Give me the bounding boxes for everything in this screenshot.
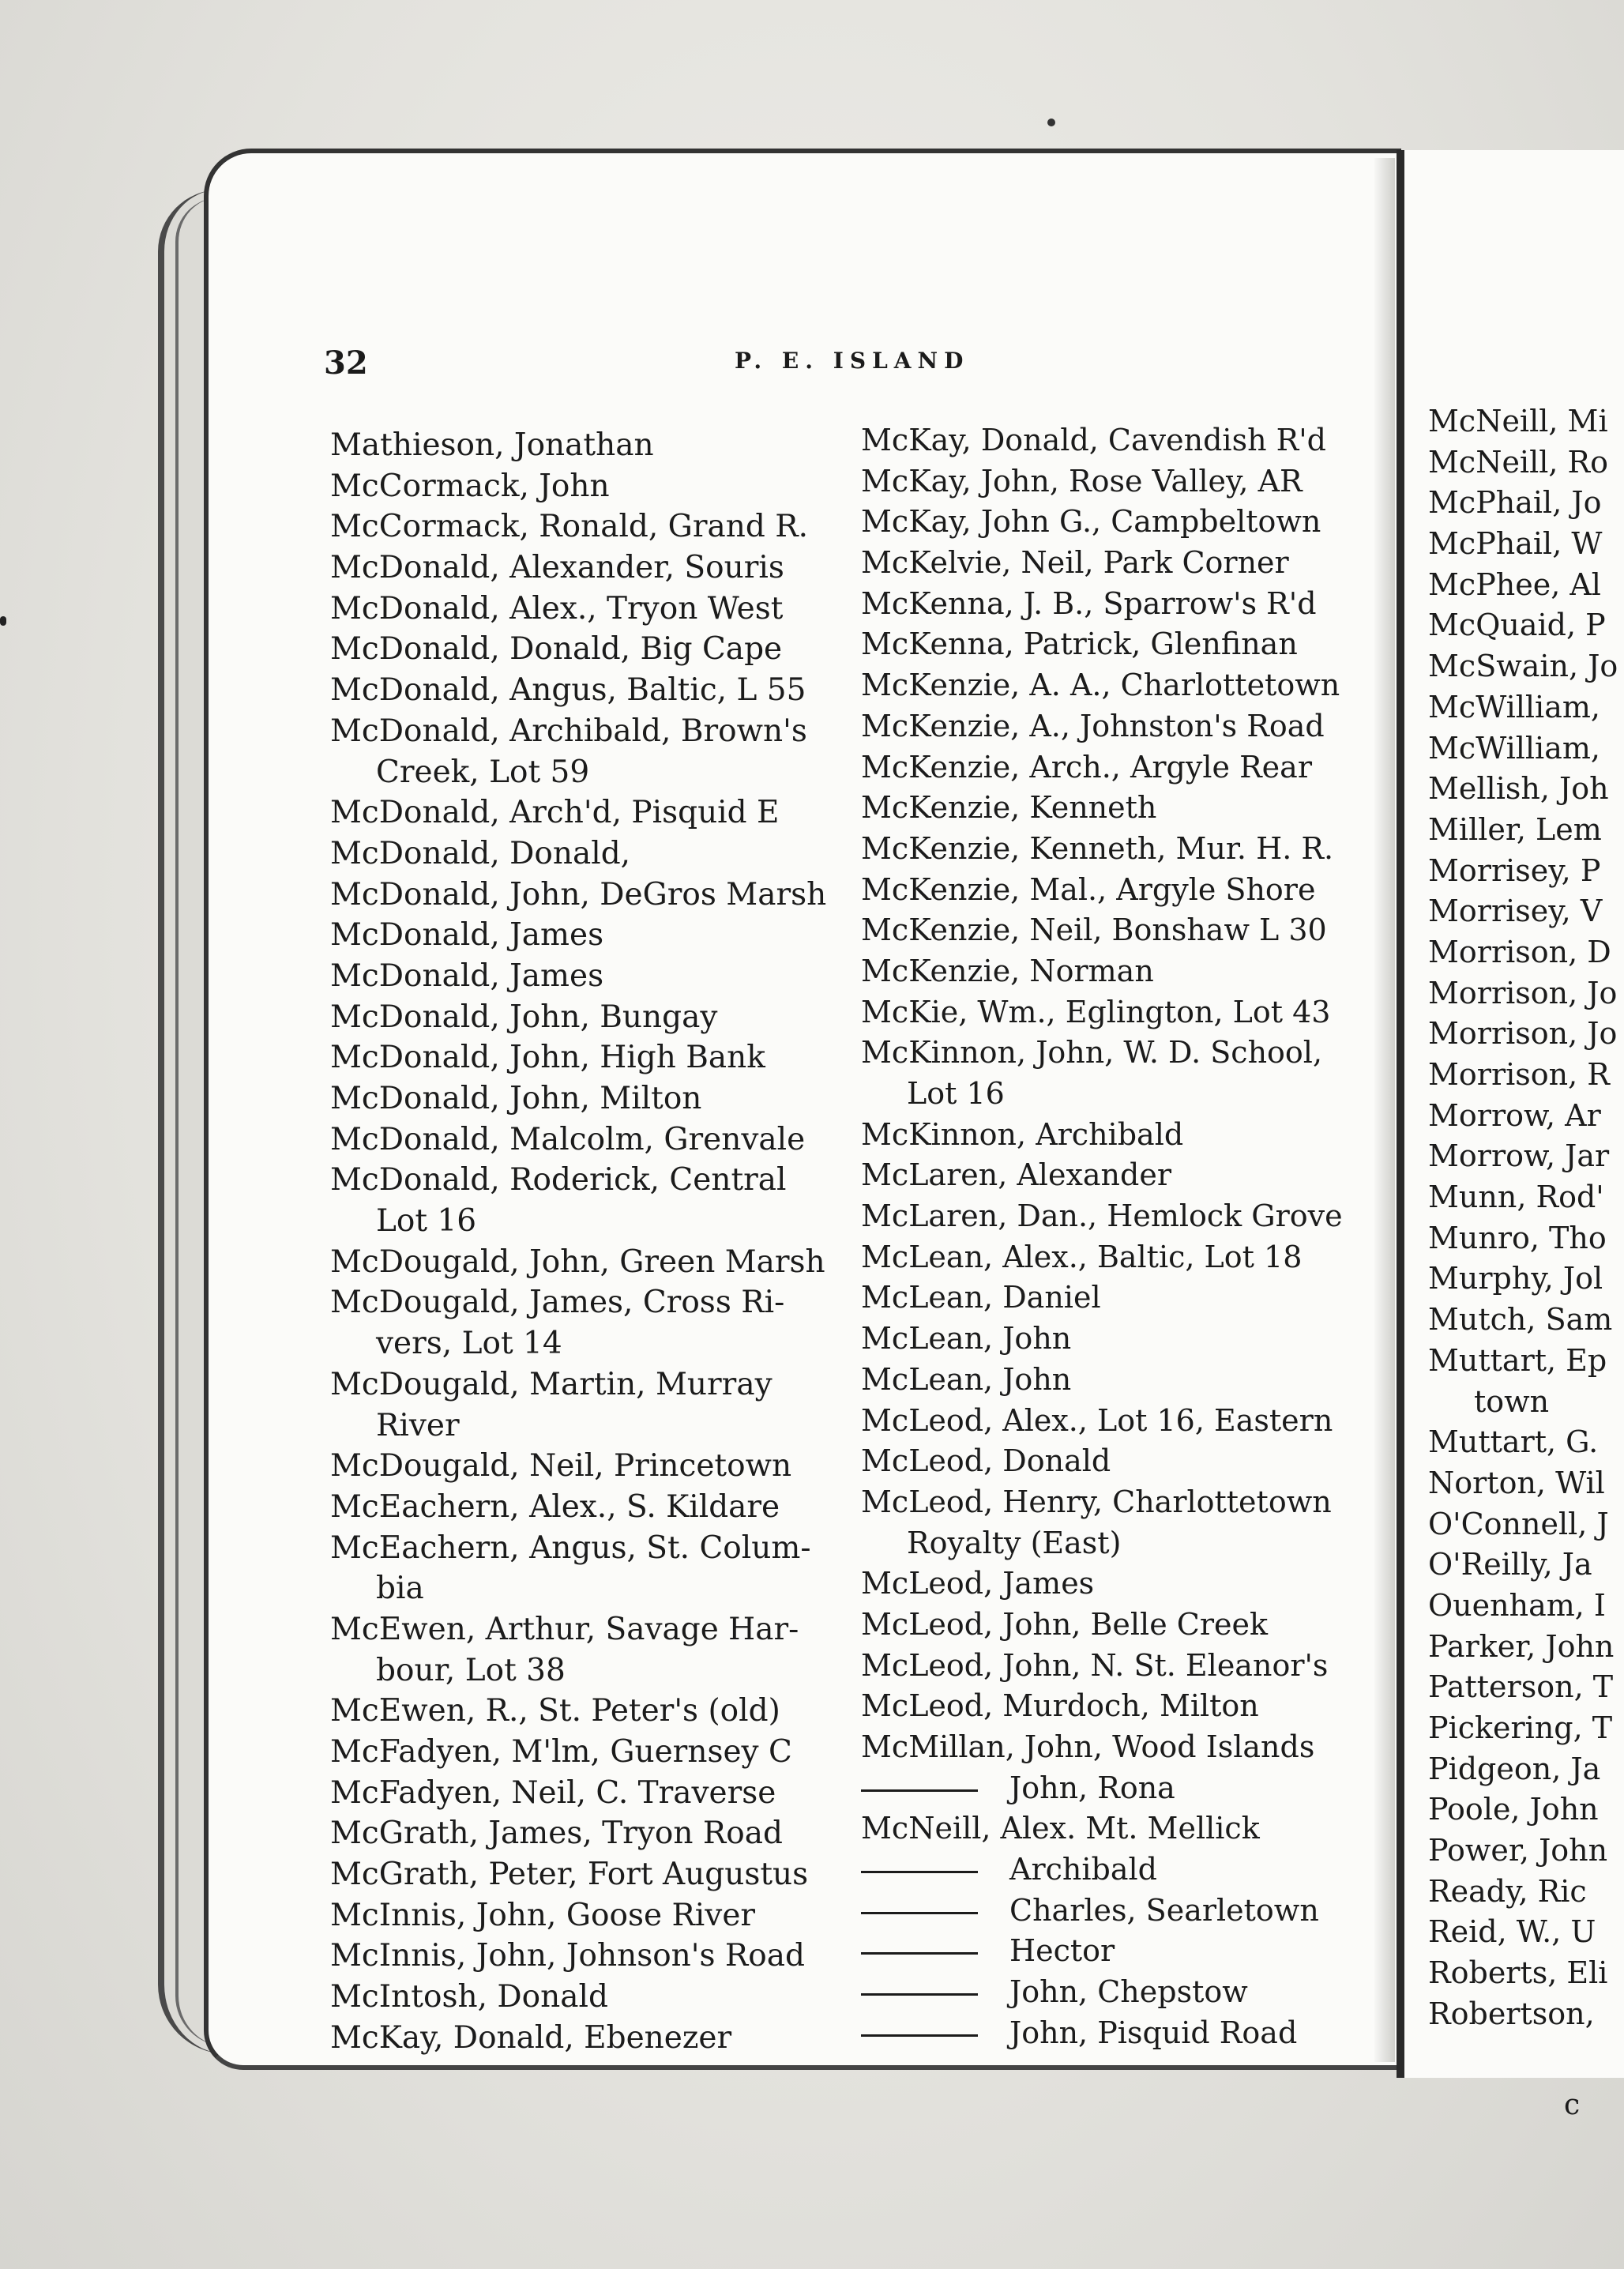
entry-text: McKenzie, Kenneth xyxy=(861,790,1157,826)
entry-text: McKay, Donald, Cavendish R'd xyxy=(861,423,1326,457)
directory-entry xyxy=(861,2013,1343,2054)
directory-entry xyxy=(861,1646,1343,1687)
book-gutter xyxy=(1374,158,1395,2062)
directory-entry xyxy=(861,624,1343,665)
entry-text: Pickering, T xyxy=(1428,1710,1613,1745)
page-header xyxy=(324,344,1398,392)
entry-text: McCormack, Ronald, Grand R. xyxy=(330,509,808,545)
directory-entry xyxy=(330,1895,826,1936)
entry-text: McKinnon, Archibald xyxy=(861,1116,1184,1152)
entry-text: Pidgeon, Ja xyxy=(1428,1751,1601,1786)
entry-text: McLeod, Donald xyxy=(861,1443,1111,1479)
directory-entry xyxy=(861,1931,1343,1972)
ditto-dash xyxy=(861,1952,978,1955)
entry-text: McNeill, Mi xyxy=(1428,404,1608,438)
entry-text: McQuaid, P xyxy=(1428,608,1606,643)
directory-entry xyxy=(1428,1994,1624,2035)
entry-text: McLean, John xyxy=(861,1361,1072,1397)
entry-text: Miller, Lem xyxy=(1428,811,1602,847)
directory-entry xyxy=(1428,1014,1624,1055)
entry-text: Munro, Tho xyxy=(1428,1220,1607,1255)
entry-text: Norton, Wil xyxy=(1428,1465,1605,1500)
entry-text: McEwen, R., St. Peter's (old) xyxy=(330,1693,780,1729)
ditto-dash xyxy=(861,1871,978,1873)
directory-entry xyxy=(861,1074,1343,1115)
page-number: 32 xyxy=(324,344,368,382)
directory-entry xyxy=(330,629,826,670)
directory-entry xyxy=(1428,687,1624,728)
entry-text: McDonald, Roderick, Central xyxy=(330,1162,787,1198)
entry-text: Parker, John xyxy=(1428,1628,1615,1664)
entry-text: McLeod, James xyxy=(861,1566,1095,1601)
directory-entry xyxy=(330,1201,826,1242)
entry-text: Ready, Ric xyxy=(1428,1873,1587,1909)
entry-text: McDougald, Martin, Murray xyxy=(330,1366,773,1402)
entry-text: McLean, Daniel xyxy=(861,1280,1101,1315)
entry-text: Power, John xyxy=(1428,1833,1608,1868)
speck xyxy=(1047,119,1055,126)
directory-entry xyxy=(861,870,1343,911)
entry-text: Morrow, Jar xyxy=(1428,1138,1610,1174)
ditto-dash xyxy=(861,1912,978,1914)
directory-entry xyxy=(1428,810,1624,851)
entry-text: River xyxy=(376,1407,460,1443)
directory-entry xyxy=(861,420,1343,461)
entry-text: McDonald, Arch'd, Pisquid E xyxy=(330,795,780,831)
ditto-dash xyxy=(861,1789,978,1792)
directory-entry xyxy=(1428,1259,1624,1300)
entry-text: Mutch, Sam xyxy=(1428,1302,1613,1338)
directory-entry xyxy=(861,1605,1343,1646)
directory-entry xyxy=(1428,1300,1624,1341)
directory-entry xyxy=(330,1650,826,1691)
directory-entry xyxy=(330,466,826,507)
entry-text: McPhee, Al xyxy=(1428,566,1601,602)
directory-entry xyxy=(1428,1586,1624,1627)
entry-text: McDonald, Alex., Tryon West xyxy=(330,590,784,627)
directory-entry xyxy=(330,1568,826,1609)
directory-entry xyxy=(1428,1422,1624,1463)
entry-text: Munn, Rod' xyxy=(1428,1180,1604,1215)
entry-text: McLeod, John, N. St. Eleanor's xyxy=(861,1647,1329,1683)
directory-entry xyxy=(861,1319,1343,1360)
directory-entry xyxy=(330,506,826,547)
entry-text: McKenna, J. B., Sparrow's R'd xyxy=(861,585,1317,621)
entry-text: Morrow, Ar xyxy=(1428,1097,1601,1133)
entry-text: Morrisey, P xyxy=(1428,852,1601,888)
directory-entry xyxy=(861,1277,1343,1319)
directory-entry xyxy=(330,711,826,752)
directory-entry xyxy=(330,1528,826,1569)
directory-entry xyxy=(330,1119,826,1161)
entry-text: Lot 16 xyxy=(376,1203,477,1240)
directory-entry xyxy=(330,1037,826,1078)
entry-text: McLean, Alex., Baltic, Lot 18 xyxy=(861,1239,1303,1274)
directory-entry xyxy=(330,1854,826,1895)
directory-entry xyxy=(1428,1708,1624,1749)
directory-entry xyxy=(1428,605,1624,646)
entry-text: McWilliam, xyxy=(1428,730,1600,766)
entry-text: McDonald, Alexander, Souris xyxy=(330,550,784,586)
entry-text: McKenzie, Neil, Bonshaw L 30 xyxy=(861,912,1327,948)
directory-entry xyxy=(861,1808,1343,1849)
directory-entry xyxy=(1428,891,1624,932)
directory-entry xyxy=(1428,1912,1624,1953)
directory-entry xyxy=(330,1282,826,1323)
directory-entry xyxy=(1428,565,1624,606)
directory-entry xyxy=(861,992,1343,1033)
directory-entry xyxy=(330,1446,826,1487)
directory-entry xyxy=(861,584,1343,625)
entry-text: bia xyxy=(376,1571,424,1607)
directory-entry xyxy=(1428,1382,1624,1423)
directory-entry xyxy=(861,1033,1343,1074)
entry-text: John, Pisquid Road xyxy=(1009,2015,1298,2050)
entry-text: McInnis, John, Goose River xyxy=(330,1897,756,1933)
directory-entry xyxy=(1428,483,1624,524)
directory-entry xyxy=(1428,1627,1624,1668)
entry-text: McEwen, Arthur, Savage Har- xyxy=(330,1611,799,1647)
directory-entry xyxy=(1428,1789,1624,1831)
directory-entry xyxy=(1428,1872,1624,1913)
directory-entry xyxy=(1428,1218,1624,1259)
directory-entry xyxy=(1428,401,1624,442)
entry-text: McLeod, Henry, Charlottetown xyxy=(861,1484,1332,1519)
entry-text: Poole, John xyxy=(1428,1792,1599,1827)
entry-text: McDonald, Malcolm, Grenvale xyxy=(330,1121,806,1157)
directory-entry xyxy=(330,1732,826,1773)
entry-text: McLaren, Alexander xyxy=(861,1157,1171,1193)
directory-entry xyxy=(1428,1177,1624,1218)
entry-text: Lot 16 xyxy=(907,1076,1005,1111)
entry-text: McEachern, Alex., S. Kildare xyxy=(330,1488,780,1525)
entry-text: Creek, Lot 59 xyxy=(376,754,590,790)
entry-text: McPhail, Jo xyxy=(1428,485,1602,521)
entry-text: McDonald, John, DeGros Marsh xyxy=(330,876,827,912)
entry-text: McKay, Donald, Ebenezer xyxy=(330,2019,732,2056)
directory-entry xyxy=(861,1155,1343,1196)
entry-text: McDonald, Donald, Big Cape xyxy=(330,631,783,668)
directory-entry xyxy=(861,1115,1343,1156)
entry-text: McMillan, John, Wood Islands xyxy=(861,1729,1315,1764)
directory-entry xyxy=(330,915,826,956)
directory-entry xyxy=(330,2018,826,2059)
entry-text: McKenzie, Norman xyxy=(861,953,1154,988)
entry-text: McDougald, James, Cross Ri- xyxy=(330,1285,785,1321)
entry-text: McKie, Wm., Eglington, Lot 43 xyxy=(861,994,1331,1029)
directory-entry xyxy=(861,1237,1343,1278)
entry-text: McDonald, John, High Bank xyxy=(330,1040,765,1076)
entry-text: O'Connell, J xyxy=(1428,1506,1609,1541)
entry-text: McEachern, Angus, St. Colum- xyxy=(330,1530,811,1566)
directory-entry xyxy=(1428,442,1624,484)
entry-text: McDougald, Neil, Princetown xyxy=(330,1448,792,1484)
entry-text: O'Reilly, Ja xyxy=(1428,1547,1592,1582)
directory-entry xyxy=(861,502,1343,543)
directory-column-1 xyxy=(330,425,826,2059)
running-title: P. E. ISLAND xyxy=(735,348,970,374)
directory-column-3 xyxy=(1428,401,1624,2035)
entry-text: Morrison, Jo xyxy=(1428,1016,1618,1052)
directory-entry xyxy=(1428,646,1624,687)
directory-entry xyxy=(1428,1545,1624,1586)
entry-text: McPhail, W xyxy=(1428,526,1603,562)
entry-text: Royalty (East) xyxy=(907,1525,1122,1560)
directory-entry xyxy=(330,1364,826,1405)
ditto-dash xyxy=(861,1993,978,1996)
directory-entry xyxy=(861,706,1343,747)
entry-text: McCormack, John xyxy=(330,468,610,504)
directory-entry xyxy=(861,1972,1343,2013)
directory-entry xyxy=(861,1401,1343,1442)
entry-text: Muttart, Ep xyxy=(1428,1342,1607,1378)
entry-text: Reid, W., U xyxy=(1428,1914,1596,1950)
directory-entry xyxy=(330,1609,826,1650)
directory-entry xyxy=(330,875,826,916)
directory-entry xyxy=(1428,1096,1624,1137)
directory-entry xyxy=(861,1768,1343,1809)
entry-text: McLeod, Murdoch, Milton xyxy=(861,1688,1259,1724)
directory-entry xyxy=(1428,1749,1624,1790)
directory-entry xyxy=(1428,1055,1624,1096)
entry-text: Ouenham, I xyxy=(1428,1587,1606,1623)
signature-mark: c xyxy=(1564,2089,1581,2121)
entry-text: bour, Lot 38 xyxy=(376,1652,566,1688)
directory-entry xyxy=(861,788,1343,829)
directory-entry xyxy=(861,1360,1343,1401)
entry-text: Hector xyxy=(1009,1933,1115,1969)
directory-entry xyxy=(330,670,826,711)
directory-entry xyxy=(861,1891,1343,1932)
speck-left xyxy=(0,616,6,626)
directory-entry xyxy=(330,956,826,997)
entry-text: McFadyen, M'lm, Guernsey C xyxy=(330,1734,792,1770)
directory-entry xyxy=(330,1160,826,1201)
directory-entry xyxy=(330,1242,826,1283)
directory-entry xyxy=(1428,851,1624,892)
directory-entry xyxy=(330,547,826,589)
directory-entry xyxy=(861,665,1343,706)
entry-text: McKenzie, Kenneth, Mur. H. R. xyxy=(861,830,1334,866)
entry-text: Archibald xyxy=(1009,1852,1157,1887)
directory-entry xyxy=(861,461,1343,502)
entry-text: Muttart, G. xyxy=(1428,1424,1599,1460)
directory-entry xyxy=(1428,1463,1624,1504)
entry-text: McLaren, Dan., Hemlock Grove xyxy=(861,1198,1343,1234)
entry-text: McKay, John, Rose Valley, AR xyxy=(861,463,1303,499)
entry-text: McDonald, John, Bungay xyxy=(330,999,718,1035)
entry-text: McLeod, John, Belle Creek xyxy=(861,1606,1269,1642)
entry-text: Mellish, Joh xyxy=(1428,771,1609,807)
directory-entry xyxy=(1428,1831,1624,1872)
entry-text: McKay, John G., Campbeltown xyxy=(861,504,1321,540)
entry-text: McNeill, Alex. Mt. Mellick xyxy=(861,1811,1260,1846)
directory-entry xyxy=(330,589,826,630)
directory-entry xyxy=(1428,524,1624,565)
entry-text: McWilliam, xyxy=(1428,689,1600,724)
directory-entry xyxy=(1428,1953,1624,1994)
entry-text: Charles, Searletown xyxy=(1009,1892,1319,1928)
directory-entry xyxy=(861,1686,1343,1727)
directory-entry xyxy=(1428,1504,1624,1545)
entry-text: McIntosh, Donald xyxy=(330,1979,608,2015)
entry-text: Morrison, Jo xyxy=(1428,975,1618,1010)
directory-entry xyxy=(861,1441,1343,1482)
directory-entry xyxy=(1428,973,1624,1014)
directory-entry xyxy=(1428,769,1624,810)
directory-entry xyxy=(330,1487,826,1528)
entry-text: McSwain, Jo xyxy=(1428,649,1618,684)
directory-entry xyxy=(861,543,1343,584)
directory-entry xyxy=(330,1773,826,1814)
entry-text: McLean, John xyxy=(861,1321,1072,1357)
entry-text: McGrath, James, Tryon Road xyxy=(330,1816,783,1852)
entry-text: McKenzie, A. A., Charlottetown xyxy=(861,668,1340,703)
entry-text: Robertson, xyxy=(1428,1996,1595,2031)
directory-entry xyxy=(330,833,826,875)
entry-text: Morrison, R xyxy=(1428,1057,1610,1092)
entry-text: McNeill, Ro xyxy=(1428,444,1609,480)
directory-entry xyxy=(861,1482,1343,1523)
directory-entry xyxy=(1428,1136,1624,1177)
directory-entry xyxy=(861,951,1343,992)
directory-entry xyxy=(861,1727,1343,1768)
entry-text: vers, Lot 14 xyxy=(376,1326,562,1362)
entry-text: McDonald, Archibald, Brown's xyxy=(330,713,807,749)
entry-text: McFadyen, Neil, C. Traverse xyxy=(330,1774,776,1811)
directory-entry xyxy=(861,747,1343,788)
entry-text: McKenna, Patrick, Glenfinan xyxy=(861,627,1298,662)
directory-entry xyxy=(330,425,826,466)
directory-entry xyxy=(330,1691,826,1732)
directory-entry xyxy=(861,1523,1343,1564)
directory-entry xyxy=(861,1196,1343,1237)
entry-text: Morrison, D xyxy=(1428,934,1611,969)
entry-text: Patterson, T xyxy=(1428,1669,1614,1705)
entry-text: McDonald, James xyxy=(330,917,604,954)
directory-entry xyxy=(861,910,1343,951)
entry-text: McKenzie, Mal., Argyle Shore xyxy=(861,871,1316,907)
entry-text: McDonald, Angus, Baltic, L 55 xyxy=(330,672,806,709)
entry-text: McKenzie, A., Johnston's Road xyxy=(861,708,1325,743)
directory-entry xyxy=(1428,1341,1624,1382)
entry-text: town xyxy=(1474,1383,1550,1419)
ditto-dash xyxy=(861,2034,978,2037)
entry-text: McDougald, John, Green Marsh xyxy=(330,1244,825,1280)
directory-column-2 xyxy=(861,420,1343,2054)
entry-text: McDonald, John, Milton xyxy=(330,1081,702,1116)
entry-text: McInnis, John, Johnson's Road xyxy=(330,1938,805,1974)
directory-entry xyxy=(330,1936,826,1977)
directory-entry xyxy=(330,997,826,1038)
entry-text: Roberts, Eli xyxy=(1428,1955,1608,1991)
directory-entry xyxy=(330,1078,826,1119)
entry-text: McGrath, Peter, Fort Augustus xyxy=(330,1857,809,1893)
directory-entry xyxy=(330,792,826,833)
directory-entry xyxy=(330,1977,826,2018)
entry-text: McKinnon, John, W. D. School, xyxy=(861,1035,1323,1071)
directory-entry xyxy=(1428,932,1624,973)
directory-entry xyxy=(1428,1667,1624,1708)
directory-entry xyxy=(861,1849,1343,1891)
directory-entry xyxy=(330,1813,826,1854)
directory-entry xyxy=(1428,728,1624,770)
entry-text: McKenzie, Arch., Argyle Rear xyxy=(861,749,1312,785)
entry-text: Murphy, Jol xyxy=(1428,1261,1603,1296)
directory-entry xyxy=(330,1405,826,1447)
directory-entry xyxy=(330,1323,826,1364)
entry-text: Morrisey, V xyxy=(1428,894,1603,929)
entry-text: Mathieson, Jonathan xyxy=(330,427,654,463)
entry-text: John, Chepstow xyxy=(1009,1974,1248,2010)
directory-entry xyxy=(330,752,826,793)
entry-text: McKelvie, Neil, Park Corner xyxy=(861,545,1289,581)
entry-text: McDonald, Donald, xyxy=(330,835,631,871)
entry-text: McDonald, James xyxy=(330,958,604,994)
entry-text: McLeod, Alex., Lot 16, Eastern xyxy=(861,1402,1333,1438)
entry-text: John, Rona xyxy=(1009,1770,1175,1805)
directory-entry xyxy=(861,829,1343,870)
directory-entry xyxy=(861,1563,1343,1605)
